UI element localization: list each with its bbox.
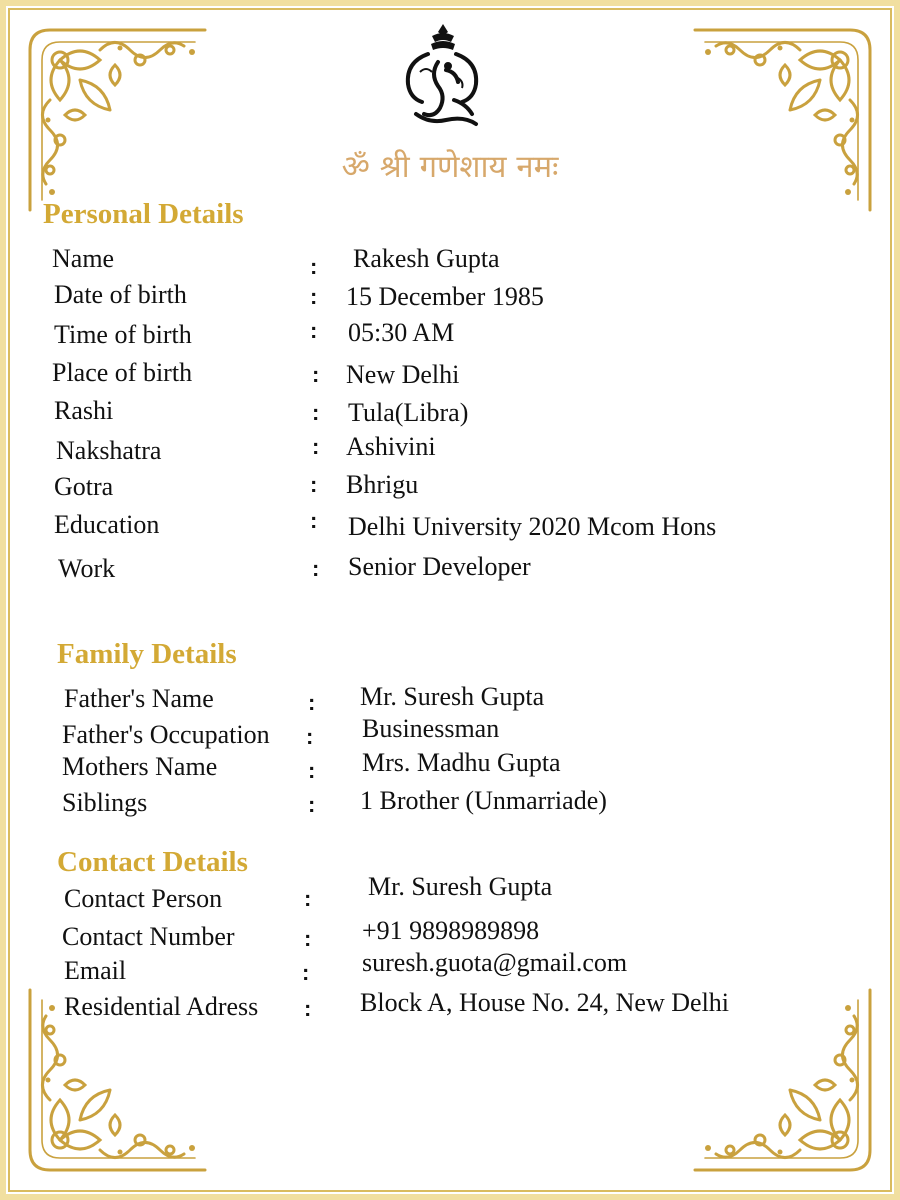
- field-label: Nakshatra: [56, 436, 162, 465]
- field-separator: :: [306, 724, 314, 749]
- field-label: Date of birth: [54, 280, 187, 309]
- field-label: Name: [52, 244, 115, 273]
- field-label: Father's Occupation: [62, 720, 270, 749]
- field-label: Siblings: [62, 788, 148, 817]
- field-separator: :: [310, 508, 318, 533]
- field-separator: :: [310, 472, 318, 497]
- field-value: +91 9898989898: [362, 916, 540, 945]
- field-separator: :: [308, 758, 316, 783]
- field-value: Bhrigu: [346, 470, 419, 499]
- field-separator: :: [310, 284, 318, 309]
- field-separator: :: [304, 886, 312, 911]
- field-label: Gotra: [54, 472, 114, 501]
- field-separator: :: [312, 556, 320, 581]
- field-value: Businessman: [362, 714, 500, 743]
- corner-ornament-top-right: [685, 20, 880, 220]
- field-label: Mothers Name: [62, 752, 218, 781]
- field-label: Father's Name: [64, 684, 214, 713]
- section-title-family: Family Details: [57, 638, 237, 670]
- invocation-text: ॐ श्री गणेशाय नमः: [341, 149, 559, 185]
- field-label: Contact Person: [64, 884, 223, 913]
- field-value: Mr. Suresh Gupta: [360, 682, 545, 711]
- field-label: Rashi: [54, 396, 114, 425]
- field-value: Rakesh Gupta: [353, 244, 500, 273]
- ornament-icon: [20, 20, 215, 220]
- field-label: Work: [58, 554, 116, 583]
- field-label: Email: [64, 956, 127, 985]
- field-label: Contact Number: [62, 922, 235, 951]
- ornament-icon: [685, 20, 880, 220]
- field-label: Education: [54, 510, 160, 539]
- corner-ornament-top-left: [20, 20, 215, 220]
- ganesha-emblem-icon: [398, 22, 488, 130]
- field-label: Residential Adress: [64, 992, 259, 1021]
- field-separator: :: [312, 362, 320, 387]
- field-value: suresh.guota@gmail.com: [362, 948, 628, 977]
- field-value: 15 December 1985: [346, 282, 544, 311]
- field-value: Block A, House No. 24, New Delhi: [360, 988, 730, 1017]
- field-value: Tula(Libra): [348, 398, 469, 427]
- field-separator: :: [310, 318, 318, 343]
- field-separator: :: [312, 400, 320, 425]
- section-title-contact: Contact Details: [57, 846, 248, 878]
- field-value: Delhi University 2020 Mcom Hons: [348, 512, 717, 541]
- field-separator: :: [304, 926, 312, 951]
- field-separator: :: [308, 792, 316, 817]
- field-separator: :: [310, 254, 318, 279]
- field-value: Ashivini: [346, 432, 436, 461]
- field-separator: :: [304, 996, 312, 1021]
- field-value: New Delhi: [346, 360, 460, 389]
- field-value: 05:30 AM: [348, 318, 455, 347]
- field-value: Senior Developer: [348, 552, 531, 581]
- field-value: Mrs. Madhu Gupta: [362, 748, 561, 777]
- field-label: Place of birth: [52, 358, 193, 387]
- field-separator: :: [302, 960, 310, 985]
- section-title-personal: Personal Details: [43, 198, 244, 230]
- field-value: 1 Brother (Unmarriade): [360, 786, 607, 815]
- field-value: Mr. Suresh Gupta: [368, 872, 553, 901]
- field-separator: :: [308, 690, 316, 715]
- field-label: Time of birth: [54, 320, 192, 349]
- field-separator: :: [312, 434, 320, 459]
